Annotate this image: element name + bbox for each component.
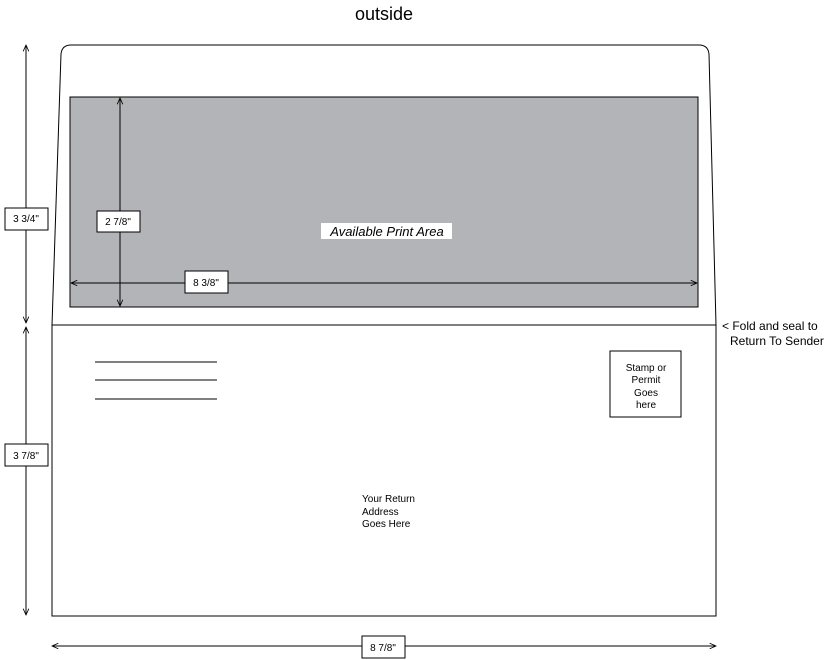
return-address-text-3: Goes Here: [362, 519, 411, 530]
fold-instruction-line1: < Fold and seal to: [722, 319, 818, 333]
stamp-text-2: Permit: [631, 375, 661, 386]
flap-height-label: 3 3/4": [13, 214, 39, 225]
available-print-area: [70, 97, 698, 307]
print-height-label: 2 7/8": [105, 217, 131, 228]
stamp-text-3: Goes: [634, 388, 658, 399]
return-address-text-1: Your Return: [362, 494, 415, 505]
print-width-label: 8 3/8": [193, 278, 219, 289]
print-area-label: Available Print Area: [330, 224, 444, 239]
body-height-label: 3 7/8": [13, 451, 39, 462]
stamp-text-4: here: [635, 400, 657, 411]
page-title: outside: [354, 4, 414, 24]
return-address-text-2: Address: [362, 507, 399, 518]
fold-instruction-line2: Return To Sender: [730, 334, 824, 348]
body-width-label: 8 7/8": [370, 643, 396, 654]
stamp-text-1: Stamp or: [625, 363, 667, 374]
